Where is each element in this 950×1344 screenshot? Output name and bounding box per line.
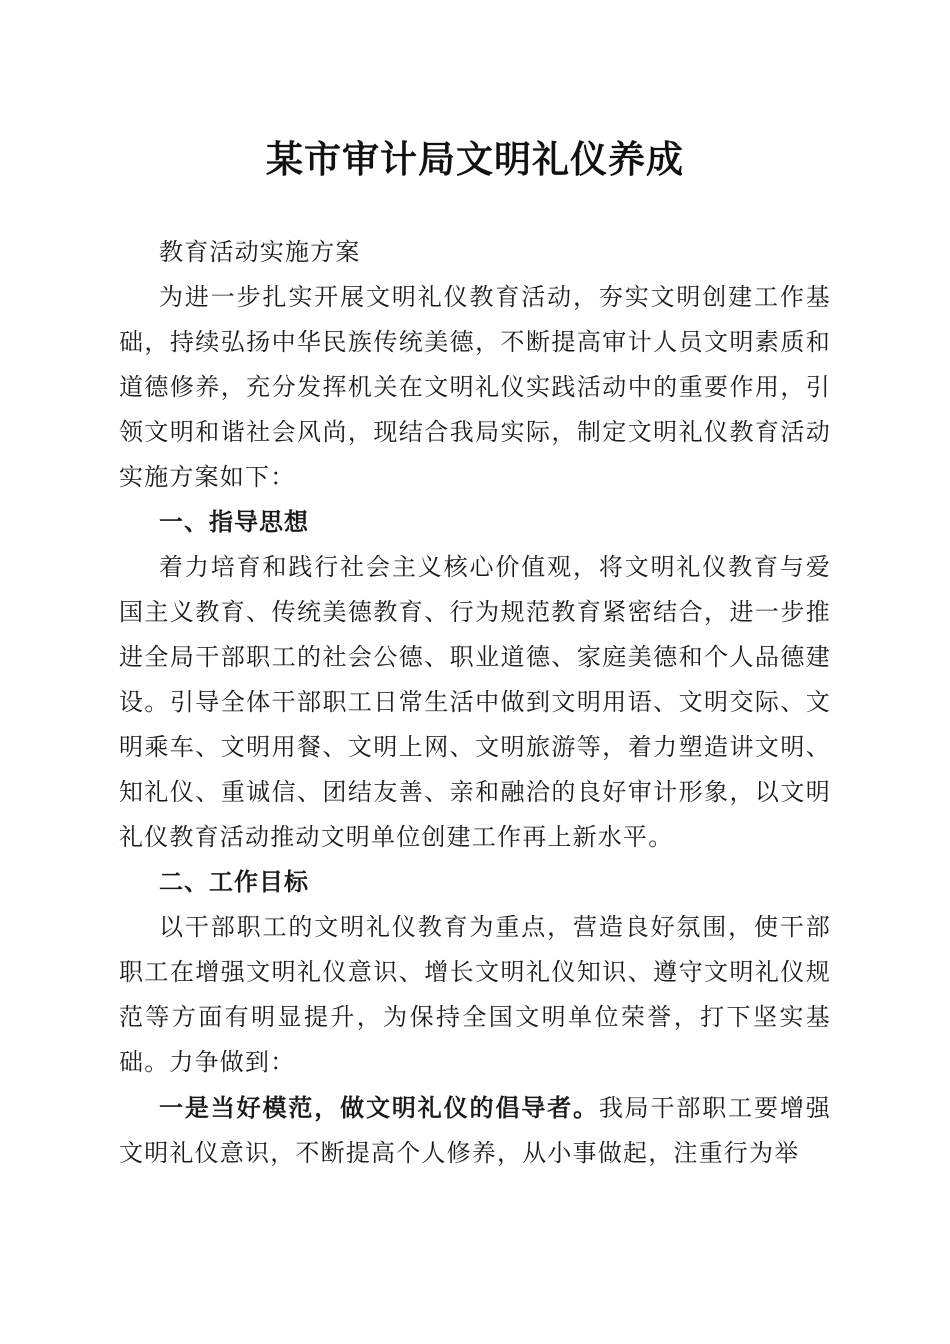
- intro-paragraph: 为进一步扎实开展文明礼仪教育活动，夯实文明创建工作基础，持续弘扬中华民族传统美德，不断提高审计人员文明素质和道德修养，充分发挥机关在文明礼仪实践活动中的重要作用，引领文明和谐社会风尚，现结合我局实际，制定文明礼仪教育活动实施方案如下：: [119, 283, 831, 491]
- document-title: 某市审计局文明礼仪养成: [266, 137, 684, 181]
- section-heading-guiding-ideology: 一、指导思想: [159, 508, 309, 536]
- point-one-paragraph: [119, 1085, 831, 1176]
- document-body: [119, 230, 831, 1176]
- point-one-text: 我局干部职工要增强文明礼仪意识，不断提高个人修养，从小事做起，注重行为举: [119, 1094, 831, 1167]
- section-paragraph-work-goals: 以干部职工的文明礼仪教育为重点，营造良好氛围，使干部职工在增强文明礼仪意识、增长文明礼仪知识、遵守文明礼仪规范等方面有明显提升，为保持全国文明单位荣誉，打下坚实基础。力争做到：: [119, 913, 831, 1076]
- section-heading-work-goals: 二、工作目标: [159, 868, 309, 896]
- section-paragraph-guiding-ideology: 着力培育和践行社会主义核心价值观，将文明礼仪教育与爱国主义教育、传统美德教育、行为规范教育紧密结合，进一步推进全局干部职工的社会公德、职业道德、家庭美德和个人品德建设。引导全体干部职工日常生活中做到文明用语、文明交际、文明乘车、文明用餐、文明上网、文明旅游等，着力塑造讲文明、知礼仪、重诚信、团结友善、亲和融洽的良好审计形象，以文明礼仪教育活动推动文明单位创建工作再上新水平。: [119, 553, 831, 851]
- point-one-lead: 一是当好模范，做文明礼仪的倡导者。: [159, 1093, 599, 1122]
- document-subtitle: 教育活动实施方案: [159, 238, 361, 266]
